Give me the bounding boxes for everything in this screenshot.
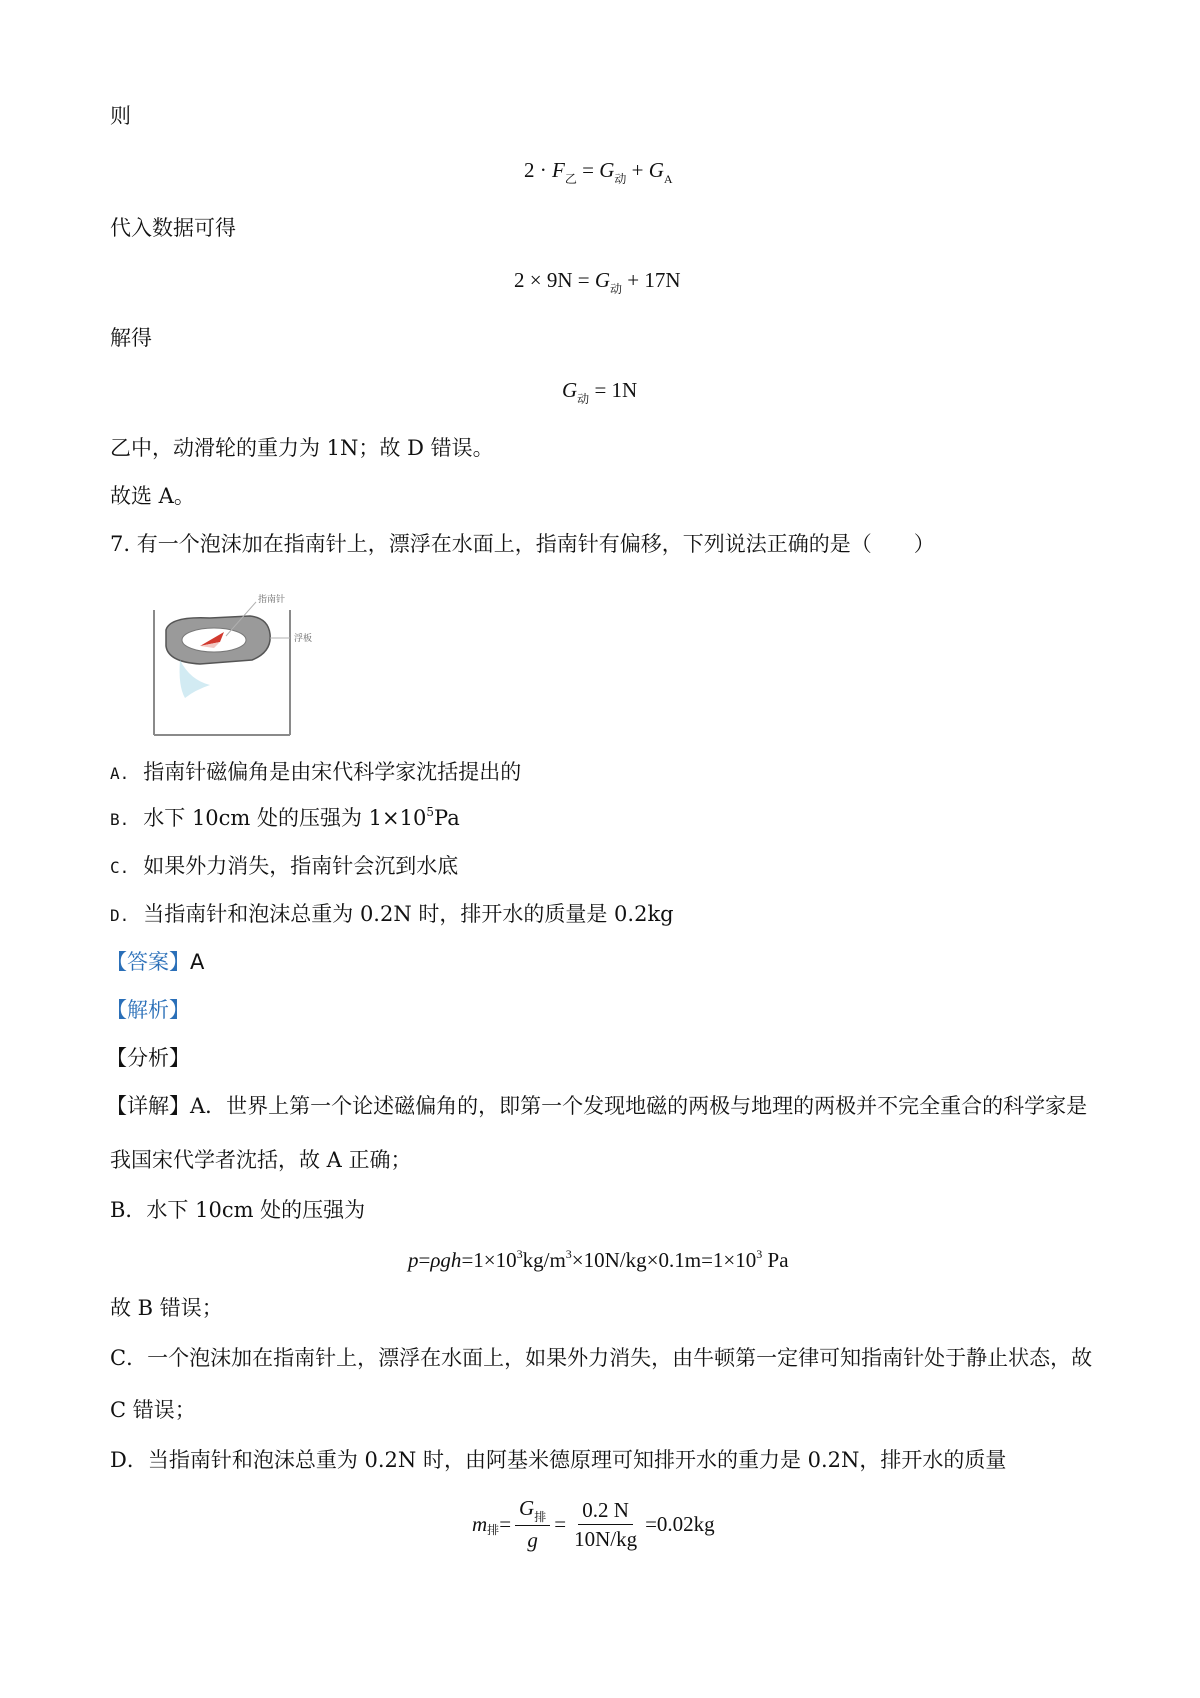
compass-diagram bbox=[140, 590, 330, 740]
fenxi-tag: 【分析】 bbox=[106, 1046, 190, 1070]
detail-b-conclusion: 故 B 错误； bbox=[110, 1296, 223, 1320]
detail-b-line: B．水下 10cm 处的压强为 bbox=[110, 1198, 366, 1222]
answer-line bbox=[106, 948, 204, 976]
analysis-tag: 【解析】 bbox=[106, 998, 190, 1022]
detail-line-1: 【详解】A．世界上第一个论述磁偏角的，即第一个发现地磁的两极与地理的两极并不完全重合的科学家是 bbox=[106, 1094, 1088, 1118]
equation-2: $2 \times 9N = G_动 + 17N$ bbox=[514, 268, 681, 296]
text-ze: 则 bbox=[110, 104, 131, 128]
label-foam: 浮板 bbox=[294, 634, 313, 644]
answer-value: A bbox=[190, 950, 205, 974]
fraction-g-over-g: $\frac{G_排}{g}$ bbox=[515, 1494, 550, 1554]
option-a: A. 指南针磁偏角是由宋代科学家沈括提出的 bbox=[110, 760, 522, 784]
detail-c-line-1: C．一个泡沫加在指南针上，漂浮在水面上，如果外力消失，由牛顿第一定律可知指南针处于静止状态，故 bbox=[110, 1346, 1093, 1370]
equation-5: m 排 = $\frac{G_排}{g}$ = $\frac{0.2 N}{10N/kg}$ =0.02kg bbox=[472, 1496, 715, 1552]
text-yizhong: 乙中，动滑轮的重力为 1N；故 D 错误。 bbox=[110, 436, 494, 460]
compass-foam-figure bbox=[140, 590, 330, 740]
question-7: 7. 有一个泡沫加在指南针上，漂浮在水面上，指南针有偏移，下列说法正确的是（ ） bbox=[110, 532, 935, 556]
text-jiede: 解得 bbox=[110, 326, 152, 350]
answer-tag: 【答案】 bbox=[106, 950, 190, 974]
equation-1: $2 \cdot F_乙 = G_动 + G_A$ bbox=[524, 158, 673, 186]
fraction-values: $\frac{0.2 N}{10N/kg}$ bbox=[574, 1497, 638, 1551]
equation-3: $G_动 = 1N$ bbox=[562, 378, 638, 406]
option-d: D. 当指南针和泡沫总重为 0.2N 时，排开水的质量是 0.2kg bbox=[110, 902, 674, 926]
detail-c-line-2: C 错误； bbox=[110, 1398, 196, 1422]
detail-d-line: D．当指南针和泡沫总重为 0.2N 时，由阿基米德原理可知排开水的重力是 0.2N，排开水的质量 bbox=[110, 1448, 1007, 1472]
equation-4: $p=\rho gh=1\times 10^3kg/m^3\times 10N/kg\times 0.1m=1\times 10^3$ Pa bbox=[408, 1247, 789, 1272]
option-c: C. 如果外力消失，指南针会沉到水底 bbox=[110, 854, 459, 878]
option-b: B. 水下 10cm 处的压强为 $1\times 10^5Pa$ bbox=[110, 805, 460, 830]
text-dairu: 代入数据可得 bbox=[110, 216, 236, 240]
detail-line-2: 我国宋代学者沈括，故 A 正确； bbox=[110, 1148, 412, 1172]
label-needle: 指南针 bbox=[258, 595, 286, 605]
text-guxuan: 故选 A。 bbox=[110, 484, 195, 508]
